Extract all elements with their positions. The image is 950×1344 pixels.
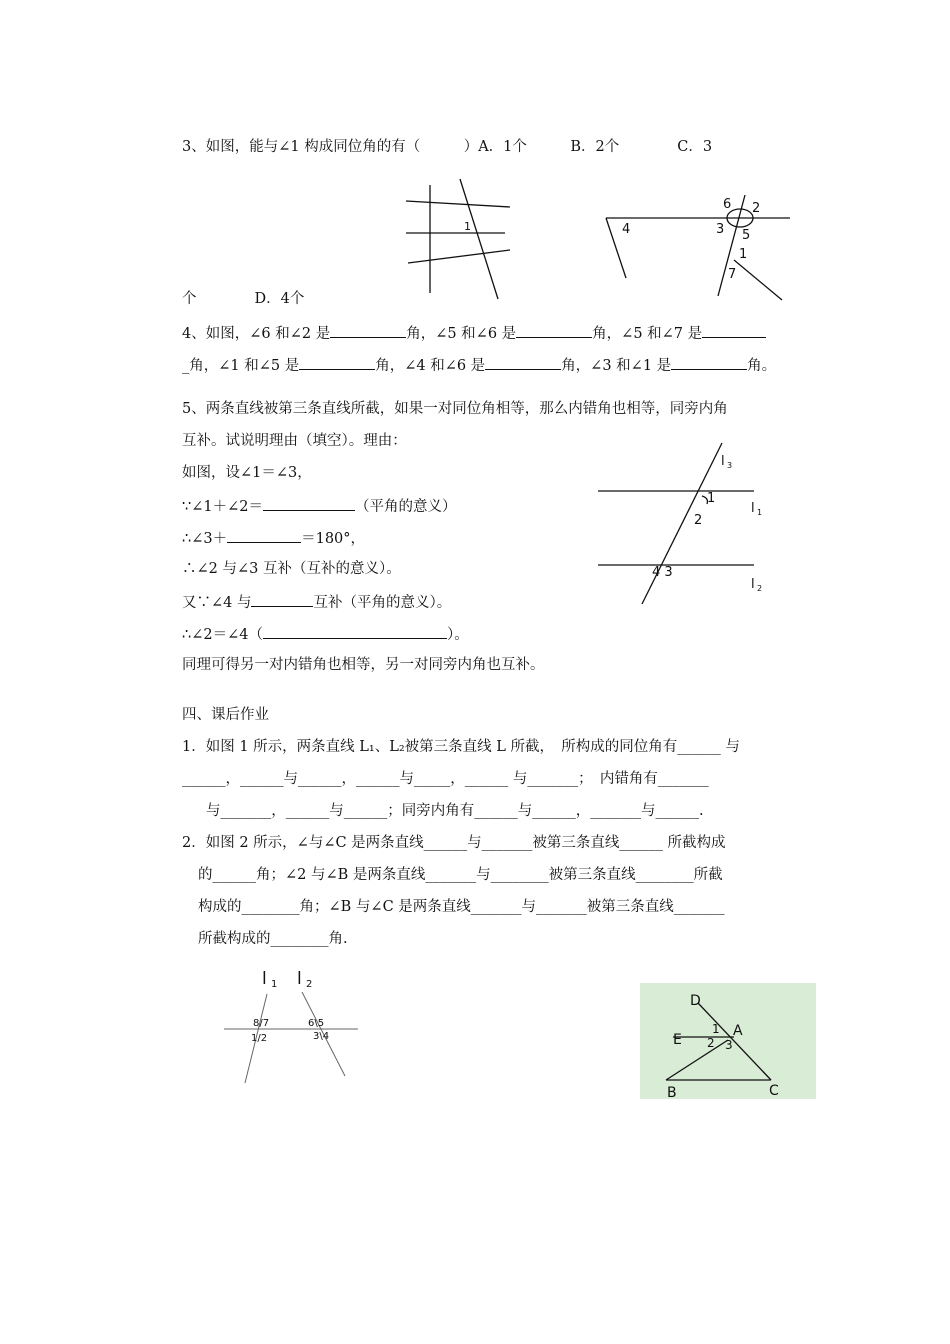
q3-tail: 个 D．4个	[182, 291, 305, 307]
q4-line2: _角，∠1 和∠5 是 角，∠4 和∠6 是 角，∠3 和∠1 是 角。	[182, 354, 776, 376]
svg-text:2: 2	[694, 513, 703, 528]
fig2-angle-5: 5	[742, 228, 751, 243]
fig2-angle-7: 7	[728, 267, 737, 282]
q4-line1: 4、如图，∠6 和∠2 是 角，∠5 和∠6 是 角，∠5 和∠7 是	[182, 322, 766, 344]
q5-line6: ∴∠2 与∠3 互补（互补的意义）。	[182, 561, 401, 577]
svg-text:1: 1	[707, 491, 716, 506]
q5-line7: 又∵∠4 与 互补（平角的意义）。	[182, 591, 451, 613]
svg-text:1: 1	[712, 1022, 720, 1036]
svg-text:1: 1	[271, 979, 278, 990]
svg-text:2: 2	[757, 584, 763, 593]
svg-text:8/7: 8/7	[253, 1018, 270, 1029]
fig2-angle-4: 4	[622, 222, 631, 237]
q3-figure-2	[600, 190, 800, 305]
svg-text:l: l	[751, 577, 755, 592]
svg-text:B: B	[667, 1085, 677, 1101]
svg-text:6\5: 6\5	[308, 1018, 325, 1029]
hw1-line3: 与_______，______与______；同旁内角有______与______，_______与______.	[206, 803, 704, 819]
hw2-line3: 构成的________角；∠B 与∠C 是两条直线_______与_______被第三条直线_______	[198, 899, 725, 915]
svg-text:4 3: 4 3	[652, 565, 673, 580]
q5-figure	[592, 440, 782, 610]
svg-text:C: C	[769, 1083, 779, 1099]
svg-text:1: 1	[757, 508, 763, 517]
hw2-line4: 所截构成的________角.	[198, 931, 348, 947]
svg-text:3\4: 3\4	[313, 1031, 330, 1042]
svg-text:1/2: 1/2	[251, 1033, 268, 1044]
svg-text:l: l	[262, 969, 267, 989]
fig2-angle-2: 2	[752, 201, 761, 216]
hw1-line2: ______，______与______，______与_____，______ 与_______； 内错角有_______	[182, 771, 709, 787]
q5-line8: ∴∠2＝∠4（ ）。	[182, 623, 469, 645]
svg-text:l: l	[751, 501, 755, 516]
fig2-angle-1: 1	[739, 247, 748, 262]
fig1-angle-1: 1	[464, 220, 471, 233]
svg-text:l: l	[721, 454, 725, 469]
fig2-angle-6: 6	[723, 197, 732, 212]
q5-line2: 互补。试说明理由（填空）。理由：	[182, 433, 407, 449]
hw2-line2: 的______角；∠2 与∠B 是两条直线_______与________被第三条直线________所截	[198, 867, 723, 883]
q5-line1: 5、两条直线被第三条直线所截，如果一对同位角相等，那么内错角也相等，同旁内角	[182, 401, 728, 417]
svg-text:A: A	[733, 1023, 743, 1039]
q5-line9: 同理可得另一对内错角也相等，另一对同旁内角也互补。	[182, 657, 545, 673]
q5-line5: ∴∠3＋ ＝180°，	[182, 527, 365, 549]
svg-text:l: l	[297, 969, 302, 989]
svg-text:3: 3	[725, 1038, 733, 1052]
fig2-angle-3: 3	[716, 222, 725, 237]
svg-text:D: D	[690, 993, 701, 1009]
hw1-line1: 1．如图 1 所示，两条直线 L₁、L₂被第三条直线 L 所截， 所构成的同位角有______ 与	[182, 739, 740, 755]
hw2-line1: 2．如图 2 所示，∠与∠C 是两条直线______与_______被第三条直线______ 所截构成	[182, 835, 726, 851]
hw1-figure	[222, 968, 362, 1088]
q5-line4: ∵∠1＋∠2＝ （平角的意义）	[182, 495, 456, 517]
svg-text:2: 2	[306, 979, 313, 990]
q3-figure-1	[400, 175, 520, 305]
svg-text:E: E	[673, 1032, 682, 1048]
q5-line3: 如图，设∠1＝∠3，	[182, 465, 312, 481]
svg-text:2: 2	[707, 1036, 715, 1050]
hw2-figure	[640, 983, 816, 1099]
q3-stem: 3、如图，能与∠1 构成同位角的有（ ）A．1个 B．2个 C．3	[182, 139, 713, 155]
section4-heading: 四、课后作业	[182, 707, 269, 723]
svg-text:3: 3	[727, 461, 733, 470]
